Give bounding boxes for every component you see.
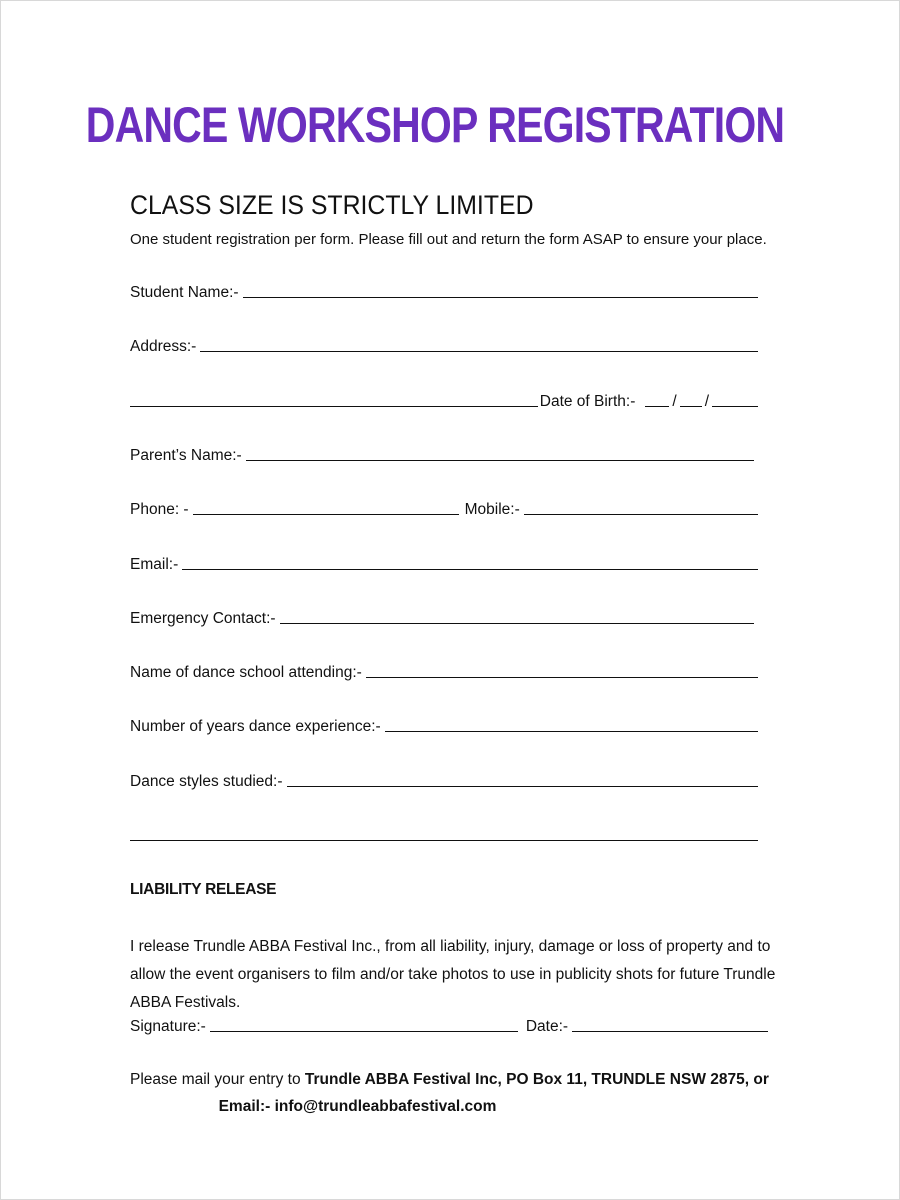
address-line2-field[interactable]	[130, 406, 538, 407]
address-field[interactable]	[200, 351, 758, 352]
mail-address: Trundle ABBA Festival Inc, PO Box 11, TRUNDLE NSW 2875, or	[304, 1071, 769, 1088]
form-subtitle: CLASS SIZE IS STRICTLY LIMITED	[130, 190, 534, 220]
form-title: DANCE WORKSHOP REGISTRATION	[85, 97, 785, 153]
email-row	[130, 552, 758, 574]
mobile-label: Mobile:-	[464, 501, 520, 518]
dance-styles-field[interactable]	[287, 786, 759, 787]
signature-row	[130, 1014, 768, 1036]
dance-styles-label: Dance styles studied:-	[130, 773, 283, 790]
signature-label: Signature:-	[130, 1018, 206, 1035]
dob-day-field[interactable]	[645, 406, 669, 407]
mail-instructions	[130, 1071, 769, 1089]
emergency-contact-row	[130, 606, 754, 628]
phone-label: Phone: -	[130, 501, 189, 518]
form-instructions: One student registration per form. Please fill out and return the form ASAP to ensure your place.	[130, 231, 767, 248]
address-label: Address:-	[130, 338, 197, 355]
dance-school-field[interactable]	[366, 677, 758, 678]
dob-month-field[interactable]	[680, 406, 702, 407]
dob-separator: /	[704, 393, 709, 410]
email-field[interactable]	[182, 569, 758, 570]
mobile-field[interactable]	[524, 514, 758, 515]
signature-field[interactable]	[210, 1031, 518, 1032]
student-name-row	[130, 280, 758, 302]
dance-school-label: Name of dance school attending:-	[130, 664, 362, 681]
dob-year-field[interactable]	[712, 406, 758, 407]
email-label: Email:-	[130, 556, 179, 573]
dance-school-row	[130, 660, 758, 682]
years-experience-field[interactable]	[385, 731, 758, 732]
emergency-contact-label: Emergency Contact:-	[130, 610, 276, 627]
years-experience-row	[130, 714, 758, 736]
address-dob-row	[130, 389, 758, 411]
liability-text: I release Trundle ABBA Festival Inc., from all liability, injury, damage or loss of property and to allow the event organisers to film and/or take photos to use in publicity shots for future Trundle ABBA Festivals.	[130, 938, 776, 1011]
phone-field[interactable]	[193, 514, 459, 515]
address-row	[130, 334, 758, 356]
years-experience-label: Number of years dance experience:-	[130, 718, 381, 735]
parents-name-field[interactable]	[246, 460, 754, 461]
liability-heading: LIABILITY RELEASE	[130, 881, 277, 898]
parents-name-label: Parent’s Name:-	[130, 447, 242, 464]
parents-name-row	[130, 443, 754, 465]
dob-separator: /	[672, 393, 677, 410]
dance-styles-row-2	[130, 823, 758, 845]
date-label: Date:-	[525, 1018, 569, 1035]
dance-styles-field-line2[interactable]	[130, 840, 758, 841]
date-field[interactable]	[572, 1031, 768, 1032]
emergency-contact-field[interactable]	[280, 623, 754, 624]
mail-prefix: Please mail your entry to	[130, 1071, 305, 1088]
mail-email[interactable]: Email:- info@trundleabbafestival.com	[218, 1098, 497, 1115]
phone-row	[130, 497, 758, 519]
student-name-field[interactable]	[243, 297, 758, 298]
dob-label: Date of Birth:-	[539, 393, 636, 410]
student-name-label: Student Name:-	[130, 284, 239, 301]
dance-styles-row	[130, 769, 758, 791]
